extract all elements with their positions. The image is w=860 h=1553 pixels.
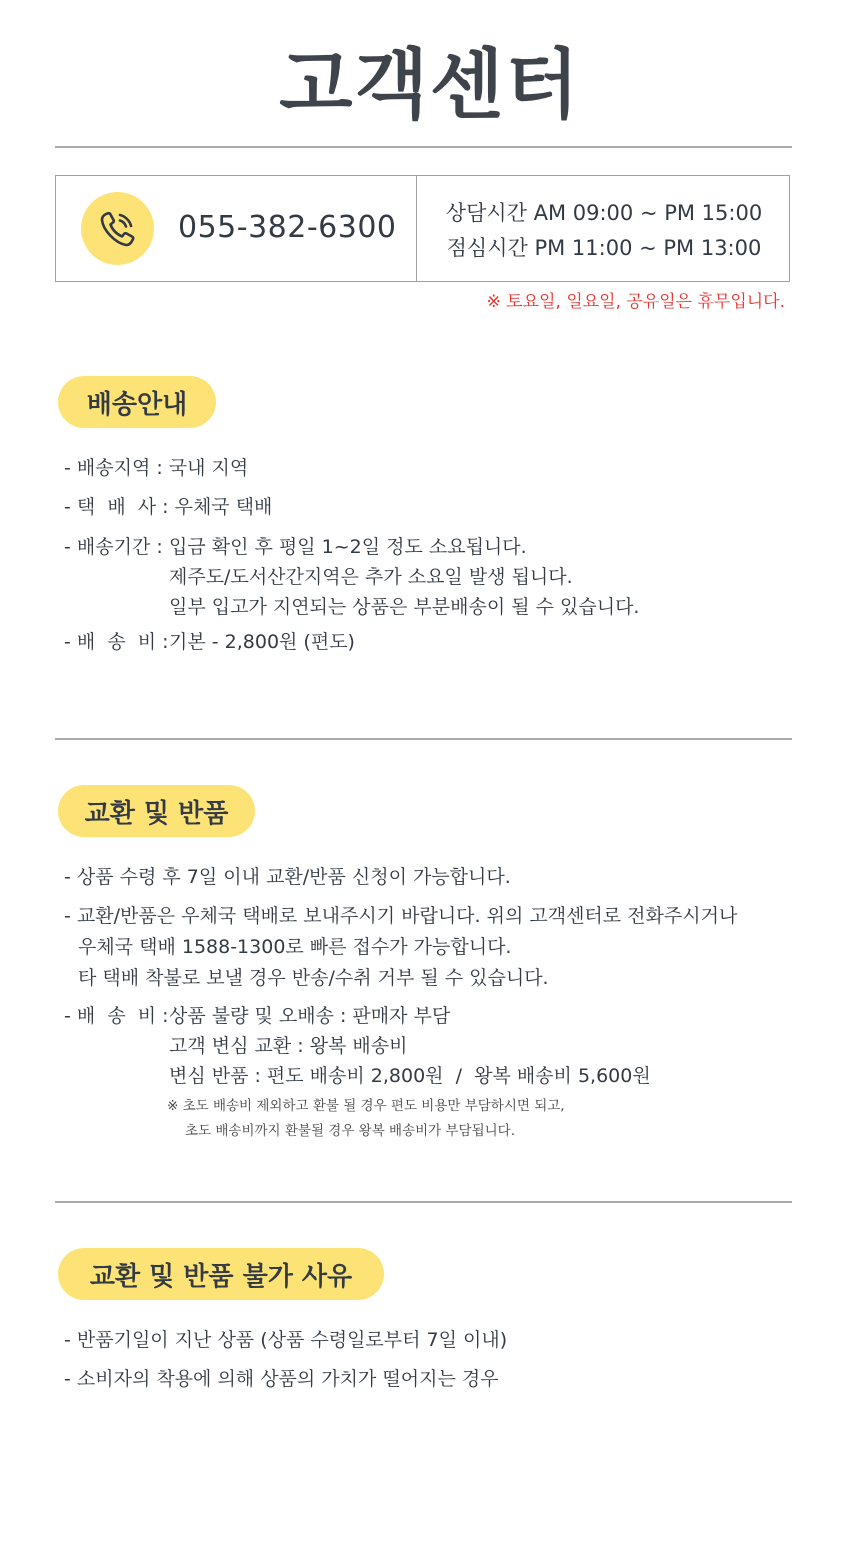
- consult-hours: 상담시간 AM 09:00 ~ PM 15:00: [445, 201, 763, 225]
- exchange-note: ※ 초도 배송비 제외하고 환불 될 경우 편도 비용만 부담하시면 되고,: [167, 1098, 565, 1114]
- exchange-fee-label: - 배 송 비 :: [64, 1005, 169, 1027]
- divider: [55, 738, 792, 740]
- lunch-hours: 점심시간 PM 11:00 ~ PM 13:00: [446, 236, 762, 260]
- no-return-item: - 반품기일이 지난 상품 (상품 수령일로부터 7일 이내): [64, 1329, 508, 1351]
- phone-ringing-icon: [81, 192, 154, 265]
- divider: [55, 146, 792, 148]
- contact-box: [55, 175, 790, 282]
- exchange-fee-line: 고객 변심 교환 : 왕복 배송비: [169, 1035, 408, 1057]
- divider: [55, 1201, 792, 1203]
- contact-divider: [416, 175, 417, 282]
- shipping-period-label: - 배송기간 :: [64, 536, 163, 558]
- exchange-note: 초도 배송비까지 환불될 경우 왕복 배송비가 부담됩니다.: [185, 1123, 515, 1139]
- exchange-item-cont: 우체국 택배 1588-1300로 빠른 접수가 가능합니다.: [78, 936, 512, 958]
- shipping-carrier: - 택 배 사 : 우체국 택배: [64, 496, 273, 518]
- page-title: 고객센터: [279, 40, 581, 129]
- shipping-section-title: 배송안내: [58, 376, 216, 428]
- exchange-item: - 교환/반품은 우체국 택배로 보내주시기 바랍니다. 위의 고객센터로 전화주시거나: [64, 905, 738, 927]
- exchange-item: - 상품 수령 후 7일 이내 교환/반품 신청이 가능합니다.: [64, 866, 511, 888]
- shipping-fee-value: 기본 - 2,800원 (편도): [169, 631, 355, 653]
- phone-number[interactable]: 055-382-6300: [178, 210, 397, 245]
- exchange-fee-line: 상품 불량 및 오배송 : 판매자 부담: [169, 1005, 451, 1027]
- exchange-fee-line: 변심 반품 : 편도 배송비 2,800원 / 왕복 배송비 5,600원: [169, 1065, 651, 1087]
- shipping-fee-label: - 배 송 비 :: [64, 631, 169, 653]
- shipping-period-line: 제주도/도서산간지역은 추가 소요일 발생 됩니다.: [169, 566, 573, 588]
- shipping-period-line: 일부 입고가 지연되는 상품은 부분배송이 될 수 있습니다.: [169, 596, 640, 618]
- exchange-item-cont: 타 택배 착불로 보낼 경우 반송/수취 거부 될 수 있습니다.: [78, 967, 549, 989]
- no-return-section-title: 교환 및 반품 불가 사유: [58, 1248, 384, 1300]
- shipping-region: - 배송지역 : 국내 지역: [64, 457, 249, 479]
- no-return-item: - 소비자의 착용에 의해 상품의 가치가 떨어지는 경우: [64, 1368, 499, 1390]
- holiday-notice: ※ 토요일, 일요일, 공유일은 휴무입니다.: [486, 292, 785, 312]
- shipping-period-line: 입금 확인 후 평일 1~2일 정도 소요됩니다.: [169, 536, 527, 558]
- exchange-section-title: 교환 및 반품: [58, 785, 255, 837]
